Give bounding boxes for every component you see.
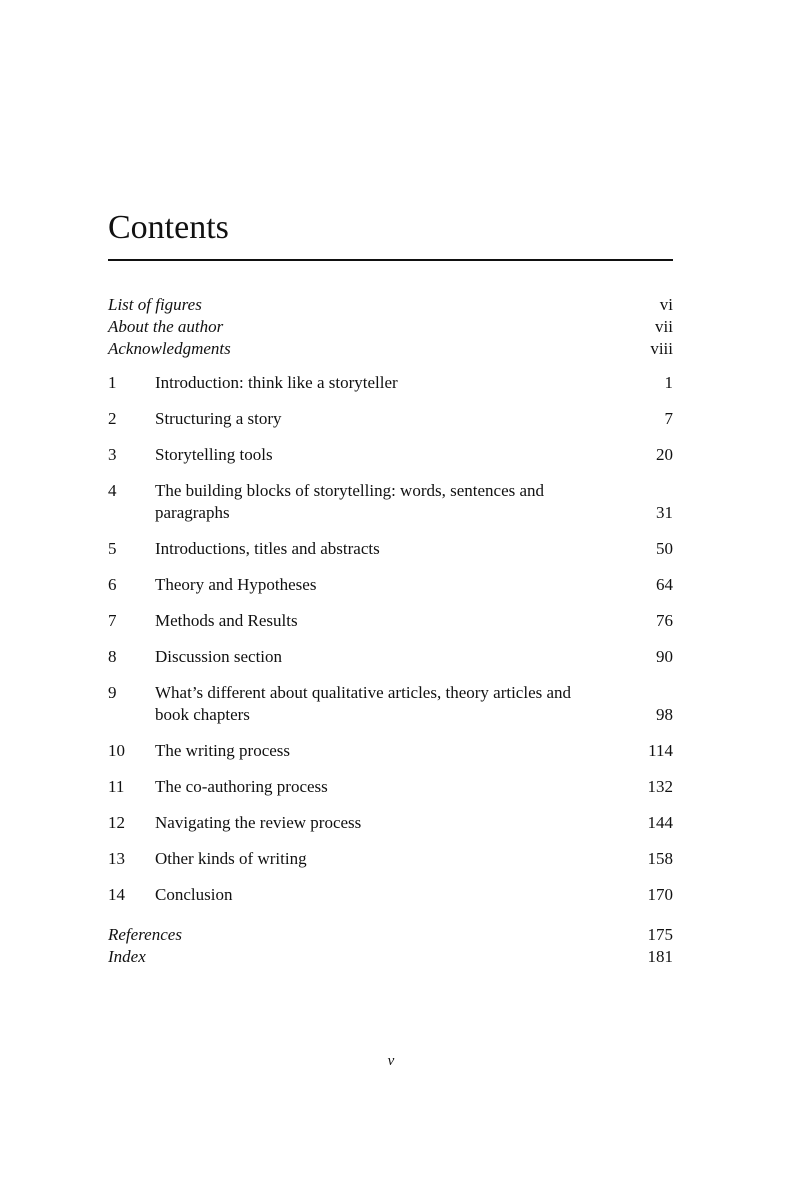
back-matter-page: 181 <box>647 947 673 966</box>
chapter-page: 20 <box>656 445 673 464</box>
back-matter-row <box>108 946 673 968</box>
chapter-page: 144 <box>647 813 673 832</box>
chapter-title: Introduction: think like a storyteller <box>155 373 398 392</box>
back-matter-label: Index <box>108 947 146 966</box>
chapter-number: 9 <box>108 683 117 702</box>
front-matter-page: vi <box>659 295 673 314</box>
front-matter-row <box>108 338 673 360</box>
back-matter-page: 175 <box>647 925 673 944</box>
chapter-number: 5 <box>108 539 117 558</box>
front-matter-list <box>108 294 673 360</box>
chapter-row <box>108 848 673 870</box>
front-matter-label: About the author <box>108 317 224 336</box>
chapter-page: 98 <box>656 705 673 724</box>
page-title: Contents <box>108 209 229 246</box>
chapter-row <box>108 408 673 430</box>
chapter-row <box>108 740 673 762</box>
chapter-number: 10 <box>108 741 125 760</box>
chapter-number: 12 <box>108 813 125 832</box>
chapter-title: The building blocks of storytelling: words, sentences and paragraphs <box>155 481 545 522</box>
chapter-title: The co-authoring process <box>155 777 328 796</box>
chapter-number: 13 <box>108 849 125 868</box>
chapter-title: Introductions, titles and abstracts <box>155 539 380 558</box>
chapter-page: 7 <box>664 409 673 428</box>
chapter-title: Methods and Results <box>155 611 298 630</box>
chapter-number: 3 <box>108 445 117 464</box>
back-matter-row <box>108 924 673 946</box>
page-number: v <box>387 1053 395 1069</box>
chapter-title: Storytelling tools <box>155 445 273 464</box>
chapter-page: 64 <box>656 575 673 594</box>
front-matter-label: List of figures <box>108 295 202 314</box>
chapter-page: 31 <box>656 503 673 522</box>
chapter-page: 132 <box>647 777 673 796</box>
chapter-title: Navigating the review process <box>155 813 362 832</box>
chapter-row <box>108 372 673 394</box>
chapter-title: Theory and Hypotheses <box>155 575 317 594</box>
chapter-number: 2 <box>108 409 117 428</box>
chapter-title: The writing process <box>155 741 291 760</box>
chapter-page: 1 <box>664 373 673 392</box>
chapter-number: 1 <box>108 373 117 392</box>
chapter-row <box>108 538 673 560</box>
chapter-title: Structuring a story <box>155 409 282 428</box>
chapter-row <box>108 812 673 834</box>
chapter-title: Discussion section <box>155 647 283 666</box>
front-matter-label: Acknowledgments <box>108 339 231 358</box>
chapter-title: What’s different about qualitative articles, theory articles and book chapters <box>155 683 572 724</box>
chapter-number: 6 <box>108 575 117 594</box>
chapter-row <box>108 480 673 524</box>
chapter-number: 11 <box>108 777 125 796</box>
front-matter-page: viii <box>650 339 673 358</box>
chapter-row <box>108 884 673 906</box>
chapter-row <box>108 776 673 798</box>
back-matter-list <box>108 924 673 968</box>
front-matter-row <box>108 294 673 316</box>
chapter-page: 90 <box>656 647 673 666</box>
chapter-title: Other kinds of writing <box>155 849 307 868</box>
chapter-page: 170 <box>647 885 673 904</box>
chapter-number: 7 <box>108 611 117 630</box>
chapter-row <box>108 444 673 466</box>
chapter-number: 8 <box>108 647 117 666</box>
chapter-page: 114 <box>648 741 673 760</box>
title-rule <box>108 259 673 261</box>
chapter-row <box>108 646 673 668</box>
chapter-row <box>108 610 673 632</box>
back-matter-label: References <box>108 925 182 944</box>
chapter-page: 158 <box>647 849 673 868</box>
front-matter-page: vii <box>655 317 673 336</box>
chapter-title: Conclusion <box>155 885 233 904</box>
front-matter-row <box>108 316 673 338</box>
chapter-number: 14 <box>108 885 125 904</box>
chapter-page: 76 <box>656 611 673 630</box>
chapter-number: 4 <box>108 481 117 500</box>
chapter-row <box>108 682 673 726</box>
chapter-list <box>108 372 673 920</box>
chapter-page: 50 <box>656 539 673 558</box>
chapter-row <box>108 574 673 596</box>
